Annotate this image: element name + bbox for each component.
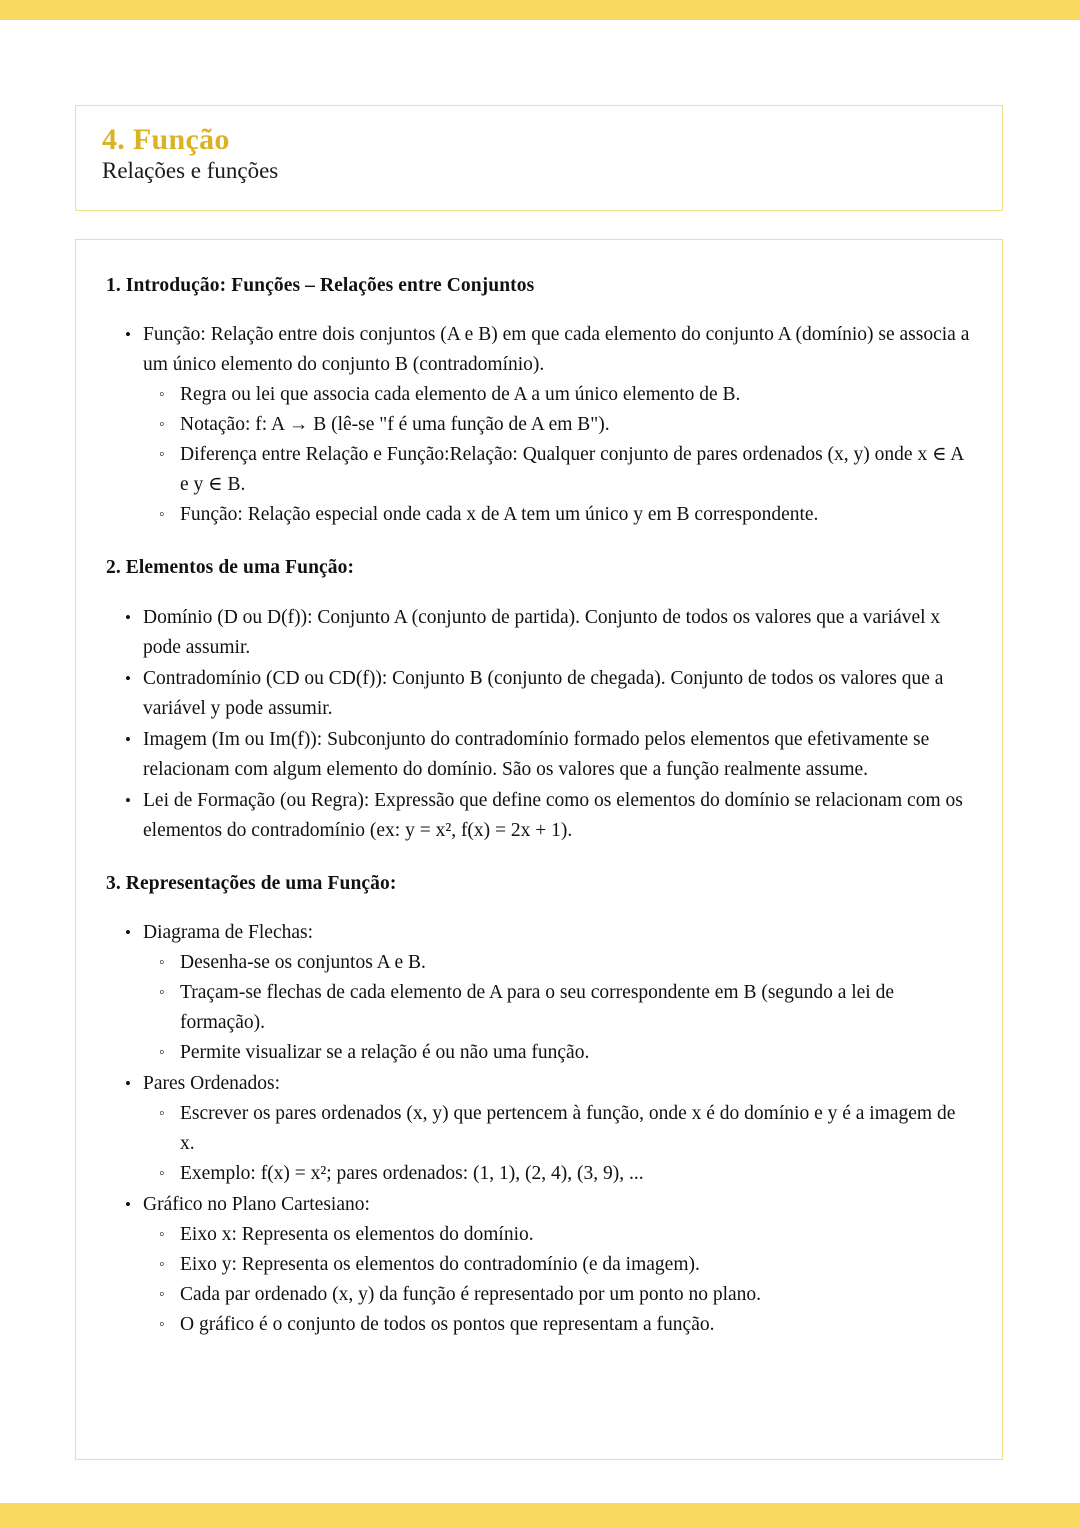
list-item-text: • Lei de Formação (ou Regra): Expressão que define como os elementos do domínio se relacionam com os elementos do contradomínio (ex: y = x², f(x) = 2x + 1). [143,786,972,846]
content-section [106,274,972,530]
content-section [106,556,972,845]
sub-bullet-list [143,1099,972,1189]
sub-list-item: ◦ Eixo x: Representa os elementos do domínio. [143,1220,972,1250]
sub-list-item: ◦ Cada par ordenado (x, y) da função é representado por um ponto no plano. [143,1280,972,1310]
list-item [106,603,972,663]
content-card [75,239,1003,1460]
page-bottom-accent-bar [0,1503,1080,1528]
list-item [106,664,972,724]
list-item-text: • Domínio (D ou D(f)): Conjunto A (conjunto de partida). Conjunto de todos os valores que a variável x pode assumir. [143,603,972,663]
list-item-text: • Imagem (Im ou Im(f)): Subconjunto do contradomínio formado pelos elementos que efetivamente se relacionam com algum elemento do domínio. São os valores que a função realmente assume. [143,725,972,785]
sub-list-item: ◦ Diferença entre Relação e Função:Relação: Qualquer conjunto de pares ordenados (x, y) onde x ∈ A e y ∈ B. [143,440,972,500]
sub-list-item: ◦ Escrever os pares ordenados (x, y) que pertencem à função, onde x é do domínio e y é a imagem de x. [143,1099,972,1159]
bullet-list [106,603,972,846]
list-item-text: • Função: Relação entre dois conjuntos (A e B) em que cada elemento do conjunto A (domínio) se associa a um único elemento do conjunto B (contradomínio). [143,320,972,380]
list-item [106,320,972,530]
sub-list-item: ◦ O gráfico é o conjunto de todos os pontos que representam a função. [143,1310,972,1340]
sub-list-item: ◦ Função: Relação especial onde cada x de A tem um único y em B correspondente. [143,500,972,530]
list-item [106,1069,972,1189]
list-item-text: • Pares Ordenados: [143,1069,972,1099]
title-card [75,105,1003,211]
sub-bullet-list [143,1220,972,1340]
sub-bullet-list [143,380,972,530]
sub-list-item: ◦ Regra ou lei que associa cada elemento de A a um único elemento de B. [143,380,972,410]
list-item [106,1190,972,1340]
list-item-text: • Contradomínio (CD ou CD(f)): Conjunto B (conjunto de chegada). Conjunto de todos os valores que a variável y pode assumir. [143,664,972,724]
sections-container [106,274,972,1340]
page-subtitle: Relações e funções [102,157,279,183]
page-top-accent-bar [0,0,1080,20]
sub-list-item: ◦ Desenha-se os conjuntos A e B. [143,948,972,978]
section-heading: 2. Elementos de uma Função: [106,557,355,579]
list-item-text: • Gráfico no Plano Cartesiano: [143,1190,972,1220]
sub-list-item: ◦ Eixo y: Representa os elementos do contradomínio (e da imagem). [143,1250,972,1280]
section-heading: 1. Introdução: Funções – Relações entre Conjuntos [106,275,535,296]
page-title: 4. Função [102,123,230,156]
page-canvas [0,20,1080,1503]
sub-list-item: ◦ Exemplo: f(x) = x²; pares ordenados: (1, 1), (2, 4), (3, 9), ... [143,1159,972,1189]
content-section [106,872,972,1340]
bullet-list [106,918,972,1340]
section-heading: 3. Representações de uma Função: [106,872,397,894]
bullet-list [106,320,972,530]
list-item [106,918,972,1068]
sub-bullet-list [143,948,972,1068]
list-item-text: • Diagrama de Flechas: [143,918,972,948]
list-item [106,786,972,846]
sub-list-item: ◦ Permite visualizar se a relação é ou não uma função. [143,1038,972,1068]
sub-list-item: ◦ Traçam-se flechas de cada elemento de A para o seu correspondente em B (segundo a lei de formação). [143,978,972,1038]
list-item [106,725,972,785]
sub-list-item: ◦ Notação: f: A → B (lê-se "f é uma função de A em B"). [143,410,972,440]
